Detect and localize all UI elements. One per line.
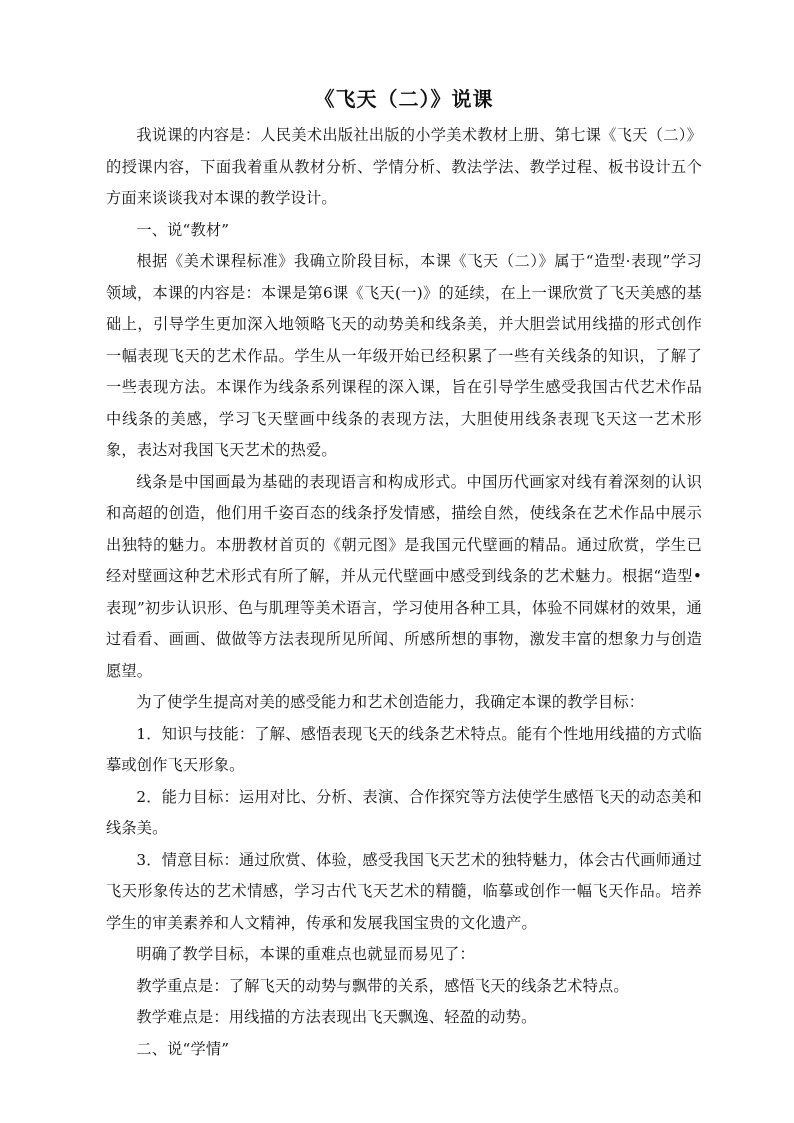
goal-emotion-item: 3．情意目标：通过欣赏、体验，感受我国飞天艺术的独特魅力，体会古代画师通过飞天形象传达的艺术情感，学习古代飞天艺术的精髓，临摹或创作一幅飞天作品。培养学生的审美素养和人文精神，传承和发展我国宝贵的文化遗产。 bbox=[106, 850, 702, 932]
document-page bbox=[106, 86, 702, 1065]
document-title: 《飞天（二）》说课 bbox=[314, 87, 494, 111]
section-heading-textbook: 一、说“教材” bbox=[136, 220, 230, 239]
teaching-difficulty-paragraph: 教学难点是：用线描的方法表现出飞天飘逸、轻盈的动势。 bbox=[136, 1008, 537, 1026]
textbook-paragraph: 根据《美术课程标准》我确立阶段目标，本课《飞天（二）》属于“造型·表现”学习领域，本课的内容是：本课是第6课《飞天(一)》的延续，在上一课欣赏了飞天美感的基础上，引导学生更加深入地领略飞天的动势美和线条美，并大胆尝试用线描的形式创作一幅表现飞天的艺术作品。学生从一年级开始已经积累了一些有关线条的知识，了解了一些表现方法。本课作为线条系列课程的深入课，旨在引导学生感受我国古代艺术作品中线条的美感，学习飞天壁画中线条的表现方法，大胆使用线条表现飞天这一艺术形象，表达对我国飞天艺术的热爱。 bbox=[106, 252, 702, 459]
section-heading-learners: 二、说“学情” bbox=[136, 1039, 230, 1058]
key-points-intro-paragraph: 明确了教学目标，本课的重难点也就显而易见了： bbox=[136, 945, 475, 963]
teaching-focus-paragraph: 教学重点是：了解飞天的动势与飘带的关系，感悟飞天的线条艺术特点。 bbox=[136, 976, 629, 995]
line-art-paragraph: 线条是中国画最为基础的表现语言和构成形式。中国历代画家对线有着深刻的认识和高超的创造，他们用千姿百态的线条抒发情感，描绘自然，使线条在艺术作品中展示出独特的魅力。本册教材首页的《朝元图》是我国元代壁画的精品。通过欣赏，学生已经对壁画这种艺术形式有所了解，并从元代壁画中感受到线条的艺术魅力。根据“造型•表现”初步认识形、色与肌理等美术语言，学习使用各种工具，体验不同媒材的效果，通过看看、画画、做做等方法表现所见所闻、所感所想的事物，激发丰富的想象力与创造愿望。 bbox=[106, 472, 702, 680]
goal-knowledge-item: 1．知识与技能：了解、感悟表现飞天的线条艺术特点。能有个性地用线描的方式临摹或创作飞天形象。 bbox=[106, 724, 702, 774]
goal-ability-item: 2．能力目标：运用对比、分析、表演、合作探究等方法使学生感悟飞天的动态美和线条美。 bbox=[106, 787, 702, 837]
goals-intro-paragraph: 为了使学生提高对美的感受能力和艺术创造能力，我确定本课的教学目标： bbox=[136, 693, 645, 711]
intro-paragraph: 我说课的内容是：人民美术出版社出版的小学美术教材上册、第七课《飞天（二）》的授课内容，下面我着重从教材分析、学情分析、教法学法、教学过程、板书设计五个方面来谈谈我对本课的教学设计。 bbox=[106, 126, 702, 207]
